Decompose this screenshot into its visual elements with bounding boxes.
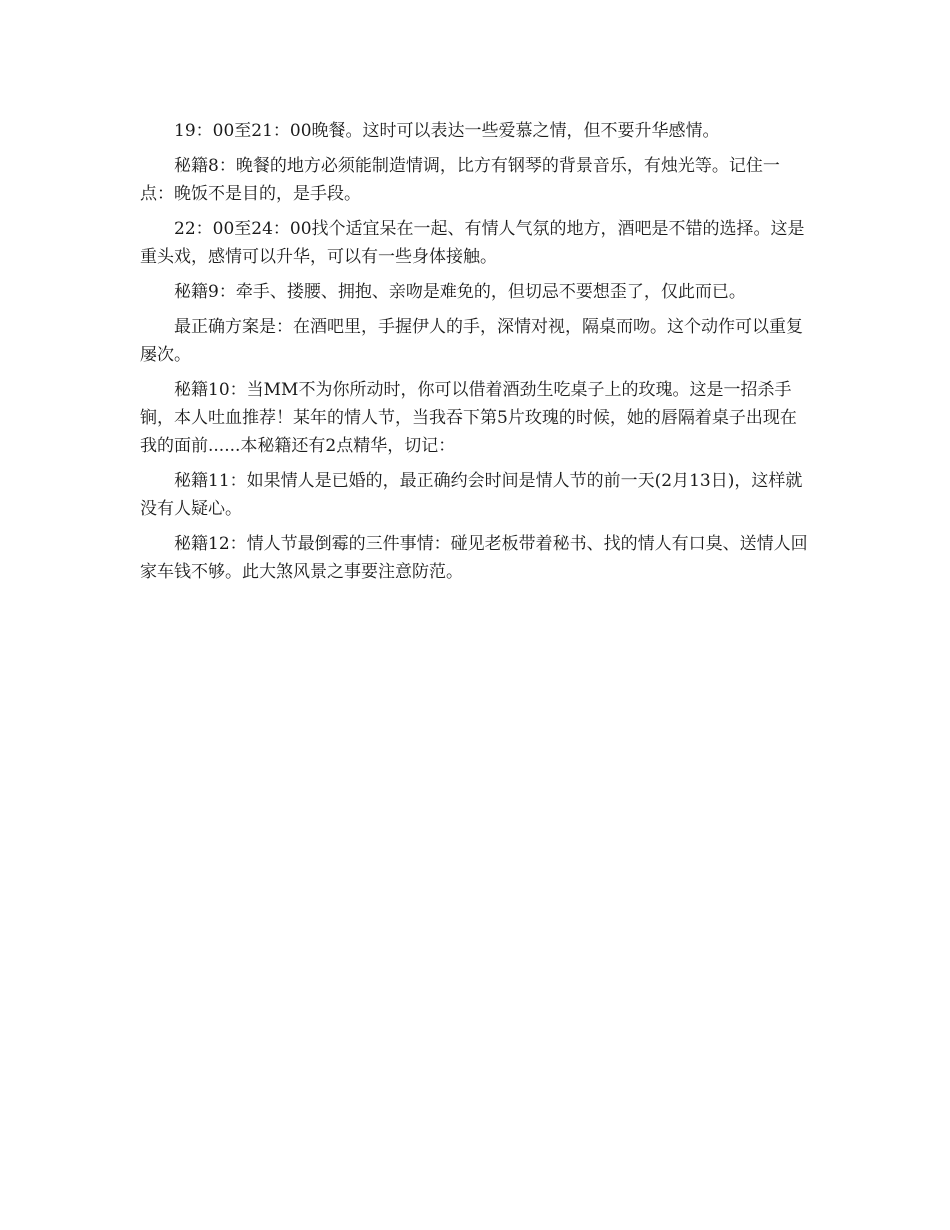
paragraph-tip-11: 秘籍11：如果情人是已婚的，最正确约会时间是情人节的前一天(2月13日)，这样就没有人疑心。	[140, 471, 803, 519]
paragraph-tip-8: 秘籍8：晚餐的地方必须能制造情调，比方有钢琴的背景音乐，有烛光等。记住一点：晚饭不是目的，是手段。	[140, 156, 780, 204]
paragraph-tip-10: 秘籍10：当MM不为你所动时，你可以借着酒劲生吃桌子上的玫瑰。这是一招杀手锏，本人吐血推荐！某年的情人节，当我吞下第5片玫瑰的时候，她的唇隔着桌子出现在我的面前......本秘籍还有2点精华，切记：	[140, 380, 797, 456]
paragraph-dinner-time: 19：00至21：00晚餐。这时可以表达一些爱慕之情，但不要升华感情。	[174, 121, 720, 141]
paragraph-best-plan: 最正确方案是：在酒吧里，手握伊人的手，深情对视，隔桌而吻。这个动作可以重复屡次。	[140, 317, 803, 365]
paragraph-bar-time: 22：00至24：00找个适宜呆在一起、有情人气氛的地方，酒吧是不错的选择。这是重头戏，感情可以升华，可以有一些身体接触。	[140, 219, 805, 267]
paragraph-tip-12: 秘籍12：情人节最倒霉的三件事情：碰见老板带着秘书、找的情人有口臭、送情人回家车钱不够。此大煞风景之事要注意防范。	[140, 534, 808, 582]
document-body	[140, 117, 810, 593]
paragraph-tip-9: 秘籍9：牵手、搂腰、拥抱、亲吻是难免的，但切忌不要想歪了，仅此而已。	[174, 282, 746, 302]
